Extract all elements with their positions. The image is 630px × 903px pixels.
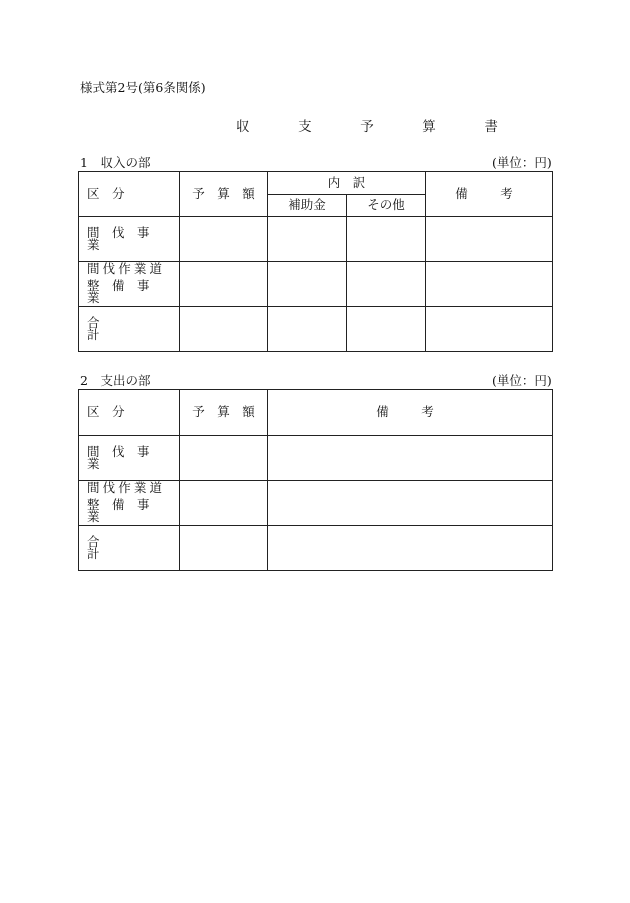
income-header-subsidy: 補助金 [268,195,347,217]
income-row-total [79,307,553,352]
row-label-text: 合 計 [87,314,158,342]
row-label-text: 合 計 [87,533,158,561]
income-table [78,171,553,352]
expense-cell-budget[interactable] [180,436,268,481]
expense-header-budget [180,390,268,436]
expense-cell-remarks[interactable] [268,481,553,526]
income-cell-remarks[interactable] [426,217,553,262]
expense-row-label [79,436,180,481]
row-label-text: 間 伐 事 業 [87,224,163,252]
income-header-remarks-text: 備 考 [455,185,523,201]
income-cell-subsidy[interactable] [268,307,347,352]
expense-heading: 2 支出の部 [80,373,151,388]
expense-cell-budget[interactable] [180,481,268,526]
expense-row-road [79,481,553,526]
expense-cell-remarks[interactable] [268,436,553,481]
row-label-line2: 整 備 事 業 [87,496,163,525]
income-cell-other[interactable] [347,307,426,352]
expense-header-budget-text: 予 算 額 [192,404,255,420]
row-label-text: 間 伐 事 業 [87,443,163,471]
income-row-label [79,217,180,262]
income-unit-label: (単位：円) [492,155,552,170]
income-header-other: その他 [347,195,426,217]
row-label-line1: 間伐作業道 [87,480,166,496]
expense-table [78,389,553,571]
expense-header-category-text: 区 分 [87,404,125,420]
expense-cell-budget[interactable] [180,526,268,571]
income-header-remarks [426,172,553,217]
expense-row-thinning [79,436,553,481]
income-cell-budget[interactable] [180,262,268,307]
income-cell-budget[interactable] [180,307,268,352]
row-label-line1: 間伐作業道 [87,261,166,277]
income-cell-other[interactable] [347,217,426,262]
expense-unit-label: (単位：円) [492,373,552,388]
form-reference: 様式第2号(第6条関係) [80,80,206,95]
expense-row-label [79,526,180,571]
income-header-category [79,172,180,217]
expense-cell-remarks[interactable] [268,526,553,571]
income-header-breakdown-text: 内 訳 [327,174,366,190]
income-cell-remarks[interactable] [426,307,553,352]
expense-row-label [79,481,180,526]
expense-row-total [79,526,553,571]
income-row-thinning [79,217,553,262]
expense-header-remarks [268,390,553,436]
expense-header-category [79,390,180,436]
income-cell-budget[interactable] [180,217,268,262]
document-title: 収 支 予 算 書 [236,119,516,135]
income-header-category-text: 区 分 [87,185,125,201]
income-row-label [79,262,180,307]
income-row-road [79,262,553,307]
income-cell-subsidy[interactable] [268,262,347,307]
income-header-budget [180,172,268,217]
row-label-line2: 整 備 事 業 [87,277,163,306]
income-heading: 1 収入の部 [80,155,151,170]
expense-header-remarks-text: 備 考 [376,404,444,420]
income-cell-subsidy[interactable] [268,217,347,262]
income-cell-remarks[interactable] [426,262,553,307]
income-header-breakdown [268,172,426,195]
income-row-label [79,307,180,352]
income-header-budget-text: 予 算 額 [192,185,255,201]
income-cell-other[interactable] [347,262,426,307]
